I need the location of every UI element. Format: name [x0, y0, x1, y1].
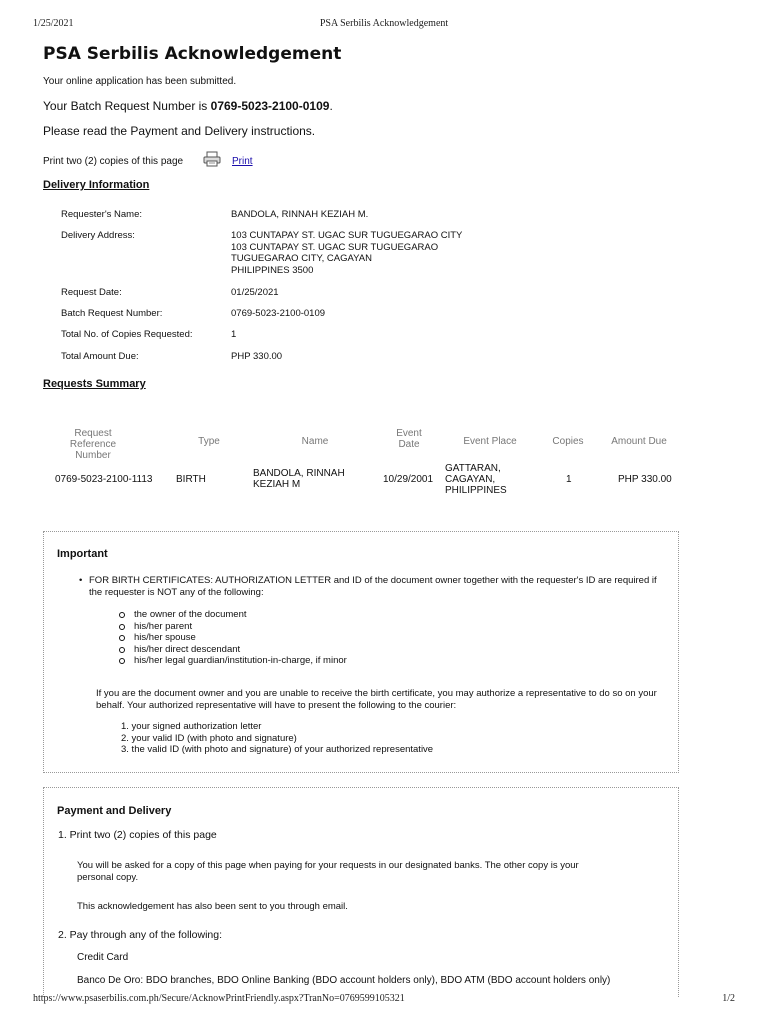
- delivery-heading: Delivery Information: [43, 179, 150, 191]
- column-header: Event Place: [463, 436, 517, 447]
- table-cell: BANDOLA, RINNAH KEZIAH M: [253, 468, 345, 490]
- info-label: Total Amount Due:: [61, 351, 139, 362]
- list-item: 1. your signed authorization letter: [121, 721, 262, 732]
- info-value: 103 CUNTAPAY ST. UGAC SUR TUGUEGARAO CITY 103 CUNTAPAY ST. UGAC SUR TUGUEGARAO TUGUEGARAO CITY, CAGAYAN PHILIPPINES 3500: [231, 230, 463, 276]
- info-label: Total No. of Copies Requested:: [61, 329, 193, 340]
- payment-email-note: This acknowledgement has also been sent to you through email.: [77, 901, 348, 912]
- batch-request-line: [43, 99, 333, 113]
- important-bullet: • FOR BIRTH CERTIFICATES: AUTHORIZATION LETTER and ID of the document owner together with the requester's ID are required if the requester is NOT any of the following:: [89, 575, 669, 598]
- payment-option-bdo: Banco De Oro: BDO branches, BDO Online Banking (BDO account holders only), BDO ATM (BDO account holders only): [77, 975, 611, 986]
- submitted-message: Your online application has been submitted.: [43, 76, 237, 87]
- important-box: [43, 531, 679, 773]
- column-header: Type: [198, 436, 220, 447]
- table-cell: 0769-5023-2100-1113: [55, 474, 153, 485]
- payment-option-credit-card: Credit Card: [77, 952, 129, 963]
- list-item: his/her spouse: [119, 632, 347, 644]
- print-url: https://www.psaserbilis.com.ph/Secure/AcknowPrintFriendly.aspx?TranNo=0769599105321: [33, 993, 405, 1004]
- table-cell: 10/29/2001: [383, 474, 434, 485]
- info-label: Requester's Name:: [61, 209, 143, 220]
- table-cell: GATTARAN, CAGAYAN, PHILIPPINES: [445, 463, 507, 496]
- info-value: 0769-5023-2100-0109: [231, 308, 326, 319]
- payment-step-2: 2. Pay through any of the following:: [58, 929, 223, 941]
- info-label: Delivery Address:: [61, 230, 135, 241]
- column-header: Amount Due: [611, 436, 667, 447]
- column-header: Event Date: [396, 428, 422, 450]
- list-item: 3. the valid ID (with photo and signature) of your authorized representative: [121, 744, 434, 755]
- list-item: 2. your valid ID (with photo and signature): [121, 732, 297, 744]
- representative-paragraph: If you are the document owner and you are unable to receive the birth certificate, you may authorize a representative to do so on your behalf. Your authorized representative will have to present the following to the courier:: [96, 688, 657, 711]
- batch-number: 0769-5023-2100-0109: [210, 99, 330, 113]
- info-value: BANDOLA, RINNAH KEZIAH M.: [231, 209, 369, 220]
- info-label: Request Date:: [61, 287, 122, 298]
- payment-box: [43, 787, 679, 997]
- info-value: 1: [231, 329, 237, 340]
- print-page-number: 1/2: [722, 993, 735, 1004]
- payment-heading: Payment and Delivery: [57, 805, 172, 817]
- list-item: his/her legal guardian/institution-in-charge, if minor: [119, 655, 347, 667]
- table-cell: 1: [566, 474, 572, 485]
- summary-heading: Requests Summary: [43, 378, 146, 390]
- read-instructions: Please read the Payment and Delivery instructions.: [43, 124, 316, 138]
- info-value: PHP 330.00: [231, 351, 283, 362]
- table-cell: BIRTH: [176, 474, 206, 485]
- list-item: his/her parent: [119, 621, 347, 633]
- page-title: PSA Serbilis Acknowledgement: [43, 44, 342, 64]
- column-header: Name: [301, 436, 329, 447]
- list-item: the owner of the document: [119, 609, 347, 621]
- print-copies-text: Print two (2) copies of this page: [43, 156, 184, 167]
- info-label: Batch Request Number:: [61, 308, 163, 319]
- info-value: 01/25/2021: [231, 287, 279, 298]
- batch-prefix: Your Batch Request Number is: [43, 99, 211, 113]
- print-title: PSA Serbilis Acknowledgement: [319, 18, 449, 29]
- column-header: Copies: [552, 436, 584, 447]
- representative-requirements-list: [121, 721, 433, 756]
- print-link[interactable]: Print: [232, 156, 253, 167]
- requester-exception-list: [119, 609, 347, 667]
- important-heading: Important: [57, 548, 108, 560]
- list-item: his/her direct descendant: [119, 644, 347, 656]
- print-date: 1/25/2021: [33, 18, 74, 29]
- column-header: Request Reference Number: [69, 428, 117, 461]
- printer-icon[interactable]: [203, 151, 221, 167]
- payment-step-1: 1. Print two (2) copies of this page: [58, 829, 217, 841]
- table-cell: PHP 330.00: [618, 474, 672, 485]
- batch-suffix: .: [329, 99, 333, 113]
- payment-step-1-note: You will be asked for a copy of this page when paying for your requests in our designated banks. The other copy is your personal copy.: [77, 860, 579, 883]
